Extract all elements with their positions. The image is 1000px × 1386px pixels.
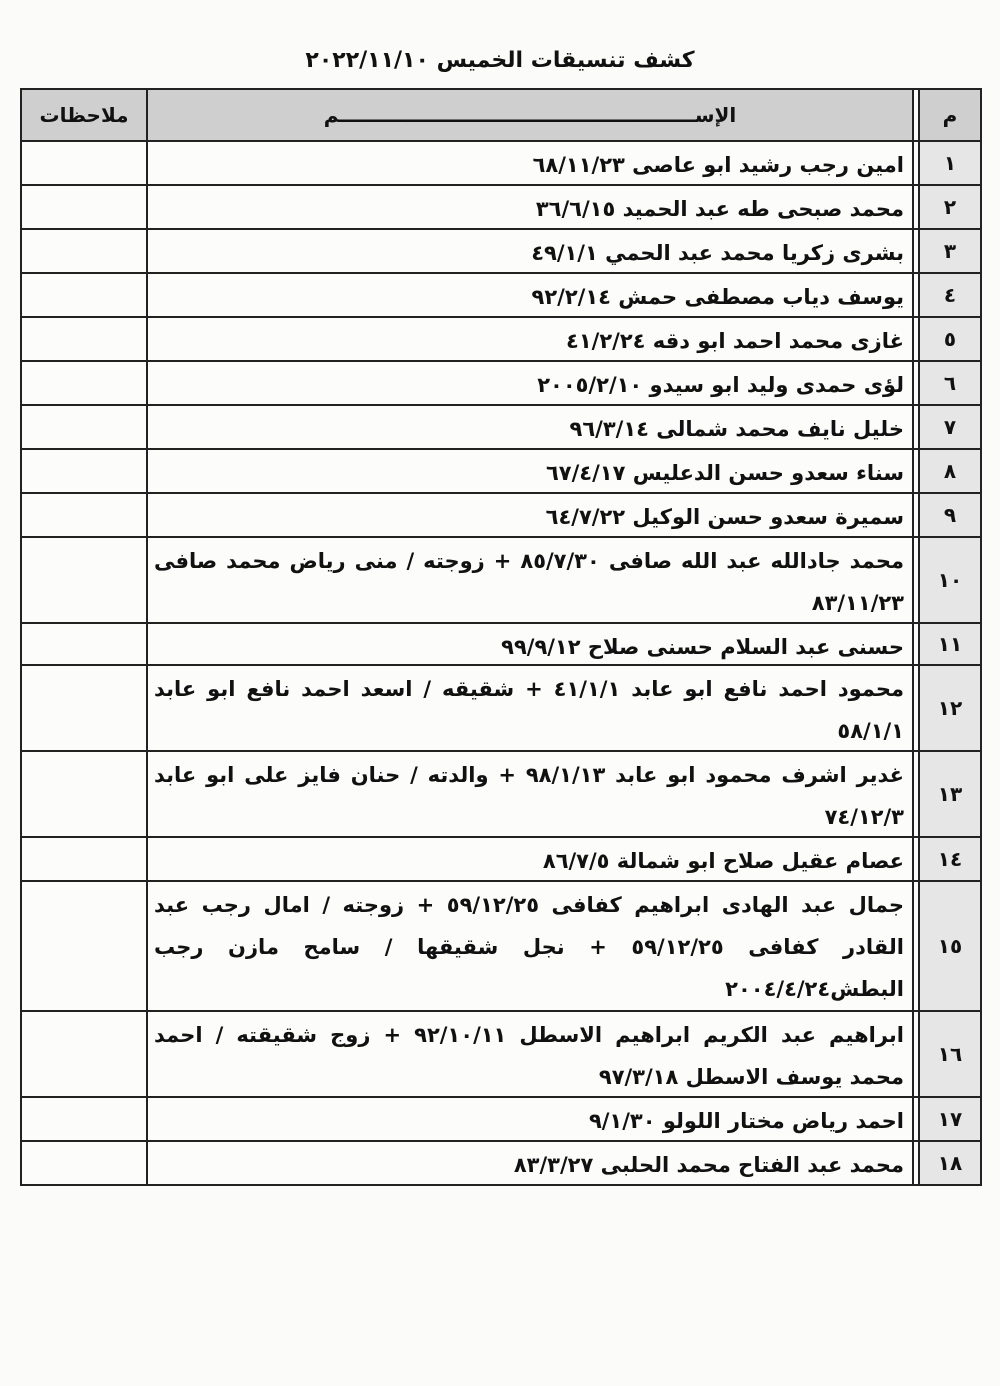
row-number: ٧ bbox=[918, 406, 980, 448]
table-header bbox=[22, 90, 980, 140]
table-body bbox=[22, 140, 980, 1184]
table-row bbox=[22, 448, 980, 492]
row-number: ١٧ bbox=[918, 1098, 980, 1140]
row-name-entry: لؤى حمدى وليد ابو سيدو ٢٠٠٥/٢/١٠ bbox=[146, 362, 912, 404]
row-number: ٤ bbox=[918, 274, 980, 316]
row-number: ١٠ bbox=[918, 538, 980, 622]
row-notes bbox=[22, 1142, 146, 1184]
row-name-entry: محمد جادالله عبد الله صافى ٨٥/٧/٣٠ + زوجته / منى رياض محمد صافى ٨٣/١١/٢٣ bbox=[146, 538, 912, 622]
row-name-entry: خليل نايف محمد شمالى ٩٦/٣/١٤ bbox=[146, 406, 912, 448]
row-notes bbox=[22, 494, 146, 536]
row-name-entry: محمود احمد نافع ابو عابد ٤١/١/١ + شقيقه / اسعد احمد نافع ابو عابد ٥٨/١/١ bbox=[146, 666, 912, 750]
page-title: كشف تنسيقات الخميس ٢٠٢٢/١١/١٠ bbox=[305, 48, 695, 73]
coordination-table bbox=[20, 88, 982, 1186]
column-header-number: م bbox=[918, 90, 980, 140]
row-notes bbox=[22, 274, 146, 316]
row-notes bbox=[22, 1012, 146, 1096]
row-number: ١٤ bbox=[918, 838, 980, 880]
table-row bbox=[22, 536, 980, 622]
row-name-entry: جمال عبد الهادى ابراهيم كفافى ٥٩/١٢/٢٥ + زوجته / امال رجب عبد القادر كفافى ٥٩/١٢/٢٥ + نجل شقيقها / سامح مازن رجب البطش٢٠٠٤/٤/٢٤ bbox=[146, 882, 912, 1010]
row-notes bbox=[22, 538, 146, 622]
table-row bbox=[22, 1096, 980, 1140]
row-name-entry: سناء سعدو حسن الدعليس ٦٧/٤/١٧ bbox=[146, 450, 912, 492]
row-name-entry: سميرة سعدو حسن الوكيل ٦٤/٧/٢٢ bbox=[146, 494, 912, 536]
row-notes bbox=[22, 362, 146, 404]
row-notes bbox=[22, 230, 146, 272]
row-name-entry: محمد عبد الفتاح محمد الحلبى ٨٣/٣/٢٧ bbox=[146, 1142, 912, 1184]
table-row bbox=[22, 360, 980, 404]
row-name-entry: امين رجب رشيد ابو عاصى ٦٨/١١/٢٣ bbox=[146, 142, 912, 184]
table-row bbox=[22, 272, 980, 316]
row-number: ٦ bbox=[918, 362, 980, 404]
row-notes bbox=[22, 666, 146, 750]
table-row bbox=[22, 140, 980, 184]
row-name-entry: محمد صبحى طه عبد الحميد ٣٦/٦/١٥ bbox=[146, 186, 912, 228]
table-row bbox=[22, 492, 980, 536]
row-number: ٩ bbox=[918, 494, 980, 536]
row-notes bbox=[22, 1098, 146, 1140]
row-notes bbox=[22, 450, 146, 492]
row-name-entry: احمد رياض مختار اللولو ٩/١/٣٠ bbox=[146, 1098, 912, 1140]
row-number: ١٢ bbox=[918, 666, 980, 750]
column-header-name bbox=[146, 90, 912, 140]
row-notes bbox=[22, 624, 146, 664]
column-header-notes: ملاحظات bbox=[22, 90, 146, 140]
row-notes bbox=[22, 752, 146, 836]
row-number: ١ bbox=[918, 142, 980, 184]
table-row bbox=[22, 664, 980, 750]
row-name-entry: حسنى عبد السلام حسنى صلاح ٩٩/٩/١٢ bbox=[146, 624, 912, 664]
row-notes bbox=[22, 406, 146, 448]
row-number: ٨ bbox=[918, 450, 980, 492]
column-header-name-label: الإســــــــــــــــــــــــــــــــــــــــــــــــــــم bbox=[323, 103, 737, 127]
row-name-entry: ابراهيم عبد الكريم ابراهيم الاسطل ٩٢/١٠/١١ + زوج شقيقته / احمد محمد يوسف الاسطل ٩٧/٣/١٨ bbox=[146, 1012, 912, 1096]
table-row bbox=[22, 1010, 980, 1096]
row-name-entry: بشرى زكريا محمد عبد الحمي ٤٩/١/١ bbox=[146, 230, 912, 272]
row-notes bbox=[22, 186, 146, 228]
table-row bbox=[22, 622, 980, 664]
row-number: ١٣ bbox=[918, 752, 980, 836]
table-row bbox=[22, 750, 980, 836]
row-number: ١٨ bbox=[918, 1142, 980, 1184]
table-row bbox=[22, 404, 980, 448]
row-name-entry: يوسف دياب مصطفى حمش ٩٢/٢/١٤ bbox=[146, 274, 912, 316]
row-name-entry: غدير اشرف محمود ابو عابد ٩٨/١/١٣ + والدته / حنان فايز على ابو عابد ٧٤/١٢/٣ bbox=[146, 752, 912, 836]
row-number: ٥ bbox=[918, 318, 980, 360]
row-name-entry: عصام عقيل صلاح ابو شمالة ٨٦/٧/٥ bbox=[146, 838, 912, 880]
table-row bbox=[22, 836, 980, 880]
table-row bbox=[22, 880, 980, 1010]
table-row bbox=[22, 316, 980, 360]
row-notes bbox=[22, 318, 146, 360]
row-number: ٣ bbox=[918, 230, 980, 272]
row-number: ١١ bbox=[918, 624, 980, 664]
row-number: ٢ bbox=[918, 186, 980, 228]
row-number: ١٥ bbox=[918, 882, 980, 1010]
row-notes bbox=[22, 142, 146, 184]
row-notes bbox=[22, 838, 146, 880]
table-row bbox=[22, 228, 980, 272]
row-name-entry: غازى محمد احمد ابو دقه ٤١/٢/٢٤ bbox=[146, 318, 912, 360]
table-row bbox=[22, 184, 980, 228]
row-number: ١٦ bbox=[918, 1012, 980, 1096]
row-notes bbox=[22, 882, 146, 1010]
table-row bbox=[22, 1140, 980, 1184]
